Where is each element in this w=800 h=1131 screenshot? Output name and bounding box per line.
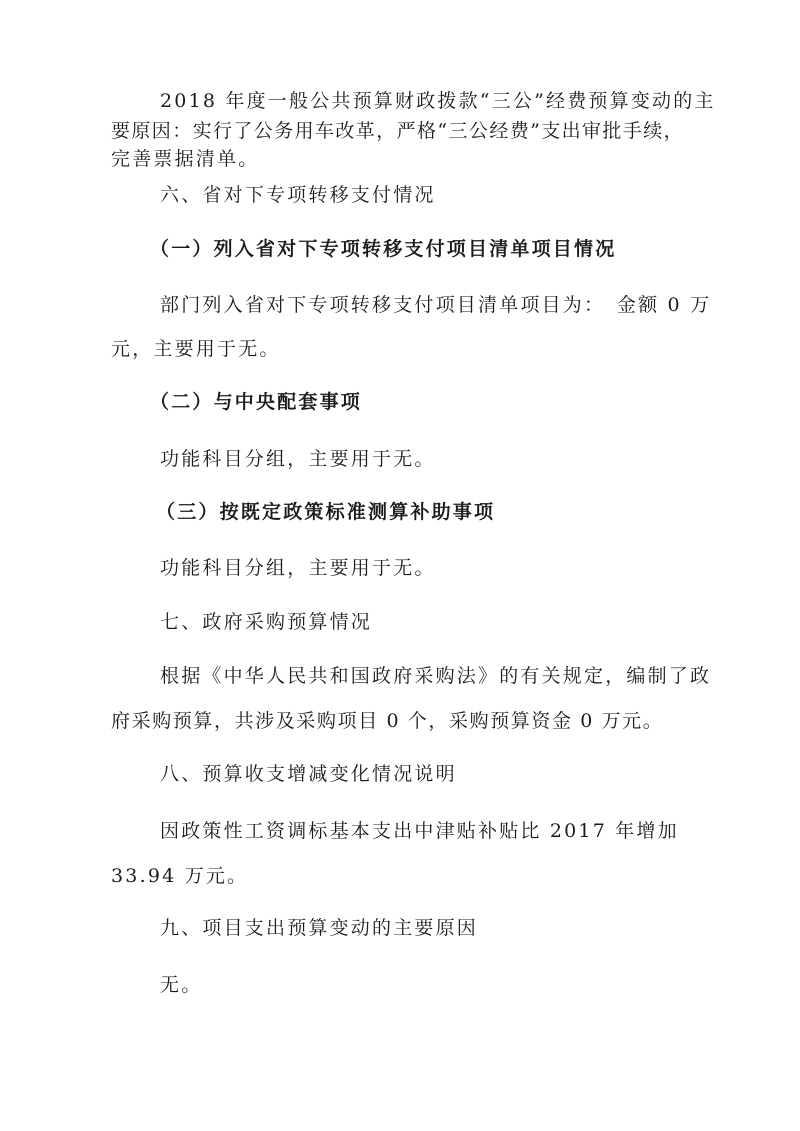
paragraph-transfer-line-2: 元，主要用于无。	[111, 338, 281, 360]
heading-section-9: 九、项目支出预算变动的主要原因	[160, 917, 479, 939]
subheading-item-1: （一）列入省对下专项转移支付项目清单项目情况	[150, 238, 617, 260]
subheading-item-3: （三）按既定政策标准测算补助事项	[156, 501, 496, 523]
paragraph-transfer-line-1: 部门列入省对下专项转移支付项目清单项目为： 金额 0 万	[160, 294, 712, 316]
paragraph-sangong-line-3: 完善票据清单。	[111, 148, 260, 170]
paragraph-procurement-line-2: 府采购预算，共涉及采购项目 0 个，采购预算资金 0 万元。	[111, 710, 664, 732]
paragraph-change-line-1: 因政策性工资调标基本支出中津贴补贴比 2017 年增加	[160, 820, 679, 842]
paragraph-function-group-1: 功能科目分组，主要用于无。	[160, 448, 436, 470]
heading-section-6: 六、省对下专项转移支付情况	[160, 184, 436, 206]
subheading-item-2: （二）与中央配套事项	[150, 391, 363, 413]
paragraph-sangong-line-1: 2018 年度一般公共预算财政拨款“三公”经费预算变动的主	[160, 90, 716, 112]
paragraph-change-line-2: 33.94 万元。	[111, 865, 249, 887]
heading-section-8: 八、预算收支增减变化情况说明	[160, 763, 457, 785]
paragraph-procurement-line-1: 根据《中华人民共和国政府采购法》的有关规定，编制了政	[160, 665, 712, 687]
paragraph-none: 无。	[160, 974, 203, 996]
paragraph-sangong-line-2: 要原因：实行了公务用车改革，严格“三公经费”支出审批手续，	[111, 120, 685, 142]
paragraph-function-group-2: 功能科目分组，主要用于无。	[160, 557, 436, 579]
heading-section-7: 七、政府采购预算情况	[160, 611, 373, 633]
